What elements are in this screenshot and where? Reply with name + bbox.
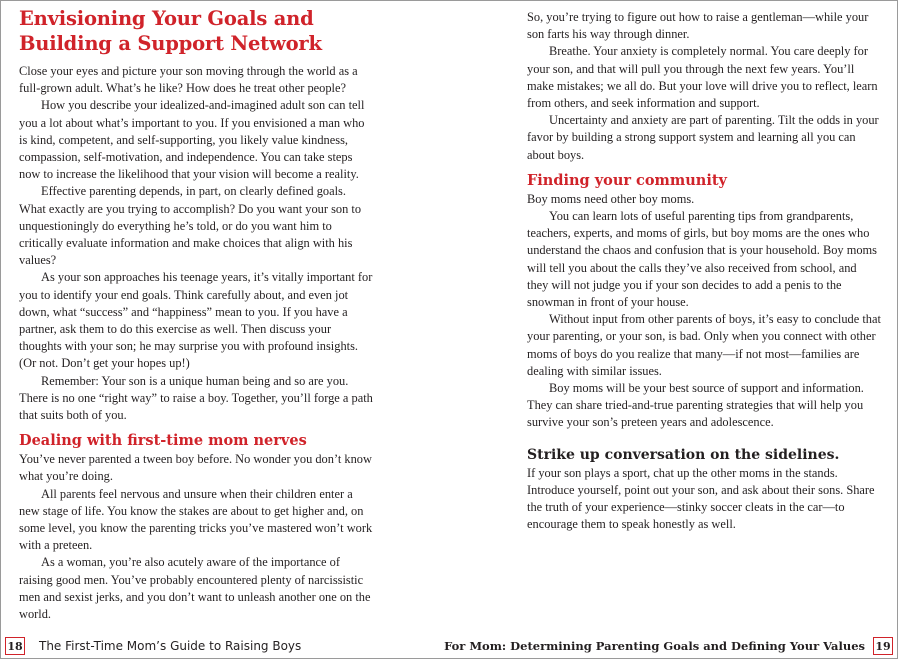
running-head-left: The First-Time Mom’s Guide to Raising Boys — [39, 639, 302, 653]
running-head-right: For Mom: Determining Parenting Goals and Defining Your Values — [444, 639, 865, 653]
body-paragraph: Boy moms need other boy moms. — [527, 191, 695, 206]
body-paragraph: Boy moms will be your best source of support and information. They can share tried-and-true parenting strategies that will help you survive your son’s preteen years and adolescence. — [527, 381, 864, 430]
body-paragraph: Breathe. Your anxiety is completely normal. You care deeply for your son, and that will pull you through the next few years. You’ll make mistakes; we all do. But your love will drive you to reflect, learn from others, and seek information and support. — [527, 44, 878, 111]
left-page — [19, 1, 374, 631]
intro-paragraph: Effective parenting depends, in part, on clearly defined goals. What exactly are you trying to accomplish? Do you want your son to unquestioningly do everything he’s told, or do you want him to critically evaluate information and make choices that align with his values? — [19, 184, 362, 268]
chapter-title — [19, 6, 374, 56]
intro-paragraph: As your son approaches his teenage years, it’s vitally important for you to identify your end goals. Think carefully about, and even jot down, what “success” and “happiness” mean to you. If you have a partner, ask them to do this exercise as well. Then discuss your thoughts with your son; he may surprise you with profound insights. (Or not. Don’t get your hopes up!) — [19, 270, 373, 371]
left-footer — [5, 635, 301, 657]
page-number-left: 18 — [5, 637, 25, 655]
body-paragraph: As a woman, you’re also acutely aware of the importance of raising good men. You’ve probably encountered plenty of narcissistic men and sexist jerks, and you don’t want to unleash another one on the world. — [19, 555, 371, 622]
body-paragraph: You can learn lots of useful parenting tips from grandparents, teachers, experts, and moms of girls, but boy moms are the ones who understand the chaos and confusion that is your household. Boy moms will tell you about the calls they’ve also received from school, and they will not judge you if your son decides to add a penis to the snowman in front of your house. — [527, 209, 877, 310]
body-paragraph: You’ve never parented a tween boy before. No wonder you don’t know what you’re doing. — [19, 452, 372, 484]
tip-heading: Strike up conversation on the sidelines. — [527, 446, 840, 463]
chapter-title-line-1: Envisioning Your Goals and — [19, 7, 314, 30]
body-paragraph: Uncertainty and anxiety are part of parenting. Tilt the odds in your favor by building a strong support system and learning all you can about boys. — [527, 113, 879, 162]
right-page — [527, 1, 881, 631]
right-footer — [444, 635, 893, 657]
page-number-right: 19 — [873, 637, 893, 655]
chapter-title-line-2: Building a Support Network — [19, 32, 322, 55]
body-paragraph: All parents feel nervous and unsure when their children enter a new stage of life. You know the stakes are about to get higher and, on some level, you know the parenting tricks you’ve mastered won’t work with a preteen. — [19, 486, 373, 553]
intro-paragraph: How you describe your idealized-and-imagined adult son can tell you a lot about what’s important to you. If you envisioned a man who is kind, competent, and self-supporting, you likely value kindness, compassion, self-motivation, and independence. You can take steps now to increase the likelihood that your vision will become a reality. — [19, 98, 365, 182]
section-heading-community: Finding your community — [527, 171, 727, 189]
body-paragraph: Without input from other parents of boys, it’s easy to conclude that your parenting, or your son, is bad. Only when you connect with other moms of boys do you realize that many—if not most—families are dealing with similar issues. — [527, 312, 881, 378]
intro-paragraph: Close your eyes and picture your son moving through the world as a full-grown adult. What’s he like? How does he treat other people? — [19, 64, 358, 96]
tip-paragraph: If your son plays a sport, chat up the other moms in the stands. Introduce yourself, point out your son, and ask about their sons. Share the truth of your experience—stinky soccer cleats in the car—to encourage them to speak honestly as well. — [527, 465, 875, 532]
intro-paragraph: Remember: Your son is a unique human being and so are you. There is no one “right way” to raise a boy. Together, you’ll forge a path that suits both of you. — [19, 373, 373, 423]
body-paragraph: So, you’re trying to figure out how to raise a gentleman—while your son farts his way through dinner. — [527, 10, 869, 42]
section-heading-nerves: Dealing with first-time mom nerves — [19, 432, 307, 450]
